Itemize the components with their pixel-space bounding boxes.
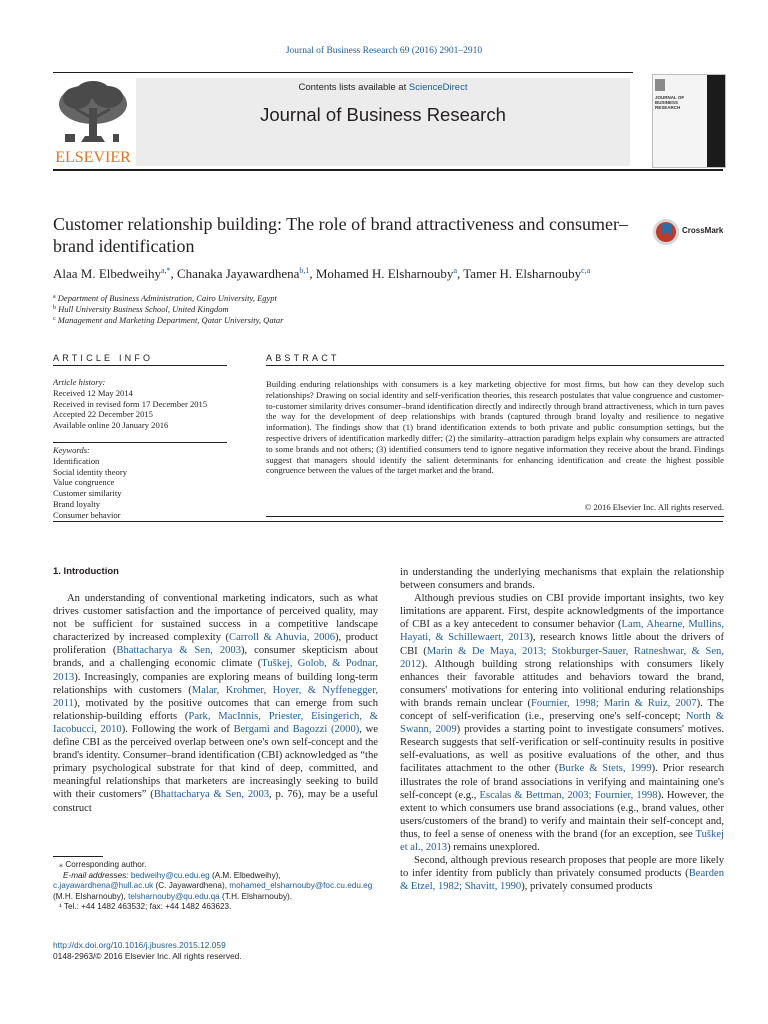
- abstract-text: Building enduring relationships with consumers is a key marketing objective for most firms, but how can they develop such relationships? Drawing on social identity and self-verification theories, this research postulates that value congruence and customer-to-customer similarity drives consumer–brand identification directly and indirectly through brand attractiveness, which in turn paves the way for the development of deep relationships with brands (captured through brand loyalty and resilience to negative information). The findings show that (1) brand identification extends to both private and public consumption settings, but the respective drivers of identification markedly differ; (2) the similarity–attraction paradigm helps explain why consumers are attracted to some brands and not others; (3) identified consumers tend to ignore negative information they receive about the brand. Findings suggest that managers should identify the salient determinants for enhancing identification and create the highest possible congruence between the values of the target market and the brand.: [266, 379, 724, 476]
- affiliation: $^b$ Hull University Business School, United Kingdom: [53, 304, 229, 314]
- author-affiliation-marker[interactable]: a,*: [160, 266, 171, 275]
- email-owner: (M.H. Elsharnouby),: [53, 891, 129, 901]
- citation-link[interactable]: Bearden & Etzel, 1982; Shavitt, 1990: [400, 868, 724, 893]
- body-column-right: [400, 566, 724, 893]
- citation-link[interactable]: Carroll & Ahuvia, 2006: [229, 632, 336, 644]
- email-link[interactable]: telsharnouby@qu.edu.qa: [128, 891, 220, 901]
- paragraph-text: ). Increasingly, companies are exploring means of building long-term relationships with customers (: [53, 671, 378, 696]
- footnotes: [53, 860, 383, 913]
- paragraph-text: in understanding the underlying mechanisms that explain the relationship between consumers and brands.: [400, 567, 724, 592]
- footnote-rule: [53, 856, 103, 857]
- journal-citation[interactable]: Journal of Business Research 69 (2016) 2901–2910: [285, 46, 483, 56]
- citation-link[interactable]: Bergami and Bagozzi (2000): [233, 723, 360, 735]
- keyword: Customer similarity: [53, 488, 122, 499]
- keyword: Value congruence: [53, 477, 115, 488]
- email-line: [53, 881, 383, 892]
- elsevier-logo[interactable]: [53, 78, 133, 166]
- doi-link[interactable]: http://dx.doi.org/10.1016/j.jbusres.2015.12.059: [53, 940, 226, 950]
- issn-copyright: 0148-2963/© 2016 Elsevier Inc. All rights reserved.: [53, 951, 242, 961]
- email-link[interactable]: mohamed_elsharnouby@foc.cu.edu.eg: [229, 881, 373, 891]
- author-affiliation-marker[interactable]: a: [453, 266, 457, 275]
- paragraph-text: ), research knows little about the drivers of CBI (: [400, 632, 724, 657]
- publisher-name: ELSEVIER: [55, 149, 131, 166]
- telephone-note: ¹ Tel.: +44 1482 463532; fax: +44 1482 463623.: [59, 902, 232, 912]
- citation-link[interactable]: Escalas & Bettman, 2003; Fournier, 1998: [479, 789, 658, 801]
- crossmark-badge[interactable]: [652, 218, 732, 246]
- paragraph: [53, 592, 378, 815]
- author-affiliation-marker[interactable]: b,1: [299, 266, 310, 275]
- email-link[interactable]: c.jayawardhena@hull.ac.uk: [53, 881, 154, 891]
- paragraph-text: ) provides a starting point to investigate consumers' motives. Research suggests that self-verification or self-continuity results in positive self-evaluations, as well as positive evaluations of the other, and thus facilitates attachment to the other (: [400, 724, 724, 775]
- citation-link[interactable]: North & Swann, 2009: [400, 711, 724, 736]
- affiliation: $^c$ Management and Marketing Department, Qatar University, Qatar: [53, 315, 284, 325]
- email-owner: (A.M. Elbedweihy),: [209, 870, 281, 880]
- author-name[interactable]: Alaa M. Elbedweihy: [53, 266, 161, 281]
- section-heading-introduction: 1. Introduction: [53, 566, 119, 577]
- masthead-top-rule: [53, 72, 633, 73]
- email-link[interactable]: bedweihy@cu.edu.eg: [130, 870, 210, 880]
- paragraph-text: , p. 76), may be a useful construct: [53, 789, 378, 814]
- citation-link[interactable]: Malar, Krohmer, Hoyer, & Nyffenegger, 2011: [53, 684, 378, 709]
- author-name[interactable]: Chanaka Jayawardhena: [177, 266, 300, 281]
- email-label: E-mail addresses:: [63, 870, 131, 880]
- abstract-bottom-rule: [266, 516, 724, 517]
- contents-prefix: Contents lists available at: [298, 82, 409, 93]
- paragraph-text: ), privately consumed products: [521, 881, 653, 893]
- citation-link[interactable]: Marin & De Maya, 2013; Stokburger-Sauer, Ratneshwar, & Sen, 2012: [400, 645, 724, 670]
- citation-link[interactable]: Bhattacharya & Sen, 2003: [116, 645, 242, 657]
- paragraph-text: ), product proliferation (: [53, 632, 378, 657]
- masthead-bottom-rule: [53, 169, 723, 171]
- author-list: Alaa M. Elbedweihy$^{a,*}$, Chanaka Jayawardhena$^{b,1}$, Mohamed H. Elsharnouby$^a$, Tamer H. Elsharnouby$^{c,a}$: [53, 266, 591, 281]
- citation-link[interactable]: Park, MacInnis, Priester, Eisingerich, & Iacobucci, 2010: [53, 710, 379, 735]
- citation-link[interactable]: Fournier, 1998; Marin & Ruiz, 2007: [531, 697, 697, 709]
- content-rule: [53, 521, 723, 522]
- paragraph-text: ). Following the work of: [121, 723, 234, 735]
- paragraph-text: ). However, the extent to which consumers use brand associations (e.g., brand values, other users/customers of the brand) to verify and maintain their self-concept and, thus, to feel a sense of oneness with the brand (for an exception, see: [400, 789, 724, 840]
- history-item: Available online 20 January 2016: [53, 420, 169, 431]
- citation-link[interactable]: Burke & Stets, 1999: [558, 763, 652, 775]
- keywords-label: Keywords:: [53, 445, 90, 455]
- paragraph-text: , we define CBI as the perceived overlap between one's own self-concept and the brand's identity. Consumer–brand identification (CBI) acknowledged as “the primary psychological substrate for that kind of deep, committed, and meaningful relationships that marketers are increasingly seeking to build with their customers” (: [53, 723, 378, 801]
- abstract-rule: [266, 365, 724, 366]
- citation-link[interactable]: Lam, Ahearne, Mullins, Hayati, & Schillewaert, 2013: [400, 619, 724, 644]
- keywords: [53, 445, 229, 521]
- citation-link[interactable]: Bhattacharya & Sen, 2003: [153, 789, 270, 801]
- paragraph-text: ), consumer skepticism about brands, and a challenging economic climate (: [53, 645, 379, 670]
- article-info-heading: ARTICLE INFO: [53, 353, 154, 363]
- article-history: [53, 377, 229, 431]
- author-name[interactable]: Tamer H. Elsharnouby: [463, 266, 582, 281]
- author-affiliation-marker[interactable]: c,a: [581, 266, 591, 275]
- email-owner: (C. Jayawardhena),: [153, 881, 230, 891]
- keyword: Consumer behavior: [53, 509, 121, 520]
- paragraph-text: ). Prior research illustrates the role of brand associations in verifying and maintaining one's self-concept (e.g.,: [400, 763, 725, 801]
- contents-line: [136, 82, 630, 93]
- crossmark-icon: [652, 218, 680, 246]
- citation-link[interactable]: Tuškej et al., 2013: [400, 828, 724, 853]
- body-column-left: [53, 592, 378, 815]
- paragraph-text: ). Although building strong relationships with consumers likely enhances their favorable attitudes and behaviors toward the brand, consumers' motivations for entering into volitional enduring relationships with brands remain unclear (: [400, 658, 724, 709]
- keyword: Social identity theory: [53, 466, 127, 477]
- citation-link[interactable]: Tuškej, Golob, & Podnar, 2013: [53, 658, 378, 683]
- paragraph: [400, 566, 724, 592]
- email-line: [53, 892, 383, 903]
- affiliation: $^a$ Department of Business Administration, Cairo University, Egypt: [53, 293, 277, 303]
- cover-dark-strip: [707, 75, 725, 167]
- sciencedirect-link[interactable]: ScienceDirect: [408, 82, 468, 93]
- email-owner: (T.H. Elsharnouby).: [219, 891, 293, 901]
- keyword: Brand loyalty: [53, 498, 101, 509]
- article-info-rule: [53, 365, 227, 366]
- history-item: Received 12 May 2014: [53, 387, 133, 398]
- paragraph-text: ). The concept of self-verification (i.e., preserving one's self-concept;: [400, 697, 724, 723]
- paragraph: [400, 592, 724, 854]
- paragraph: [400, 854, 724, 893]
- article-title: Customer relationship building: The role of brand attractiveness and consumer–brand identification: [53, 214, 629, 256]
- author-name[interactable]: Mohamed H. Elsharnouby: [315, 266, 454, 281]
- history-item: Received in revised form 17 December 2015: [53, 398, 208, 409]
- abstract-heading: ABSTRACT: [266, 353, 340, 363]
- article-info-divider: [53, 442, 227, 443]
- paragraph-text: ), motivated by the positive outcomes that can emerge from such relationship-building efforts (: [53, 697, 378, 722]
- history-label: Article history:: [53, 377, 106, 387]
- paragraph-text: An understanding of conventional marketing indicators, such as what drives customer satisfaction and the importance of perceived quality, may not be sufficient for sustained success in a competitive landscape characterized by increased complexity (: [53, 593, 378, 644]
- paragraph-text: Although previous studies on CBI provide important insights, two key limitations are apparent. First, despite acknowledgments of the importance of CBI as a key antecedent to consumer behavior (: [400, 593, 724, 631]
- corresponding-author-note: ⁎ Corresponding author.: [59, 860, 147, 869]
- cover-logo-icon: [655, 79, 665, 91]
- history-item: Accepted 22 December 2015: [53, 409, 153, 420]
- crossmark-label: CrossMark: [682, 226, 724, 235]
- journal-title[interactable]: Journal of Business Research: [260, 104, 506, 125]
- paragraph-text: ) remains unexplored.: [447, 841, 540, 853]
- paragraph-text: Second, although previous research proposes that people are more likely to infer identity from publicly than privately consumed products (: [400, 855, 724, 880]
- email-line: [53, 871, 383, 882]
- journal-cover-thumbnail[interactable]: [652, 74, 726, 168]
- cover-title: JOURNAL OF BUSINESS RESEARCH: [655, 95, 685, 110]
- keyword: Identification: [53, 455, 100, 466]
- elsevier-tree-icon: [53, 78, 133, 166]
- abstract-copyright: © 2016 Elsevier Inc. All rights reserved.: [584, 502, 724, 512]
